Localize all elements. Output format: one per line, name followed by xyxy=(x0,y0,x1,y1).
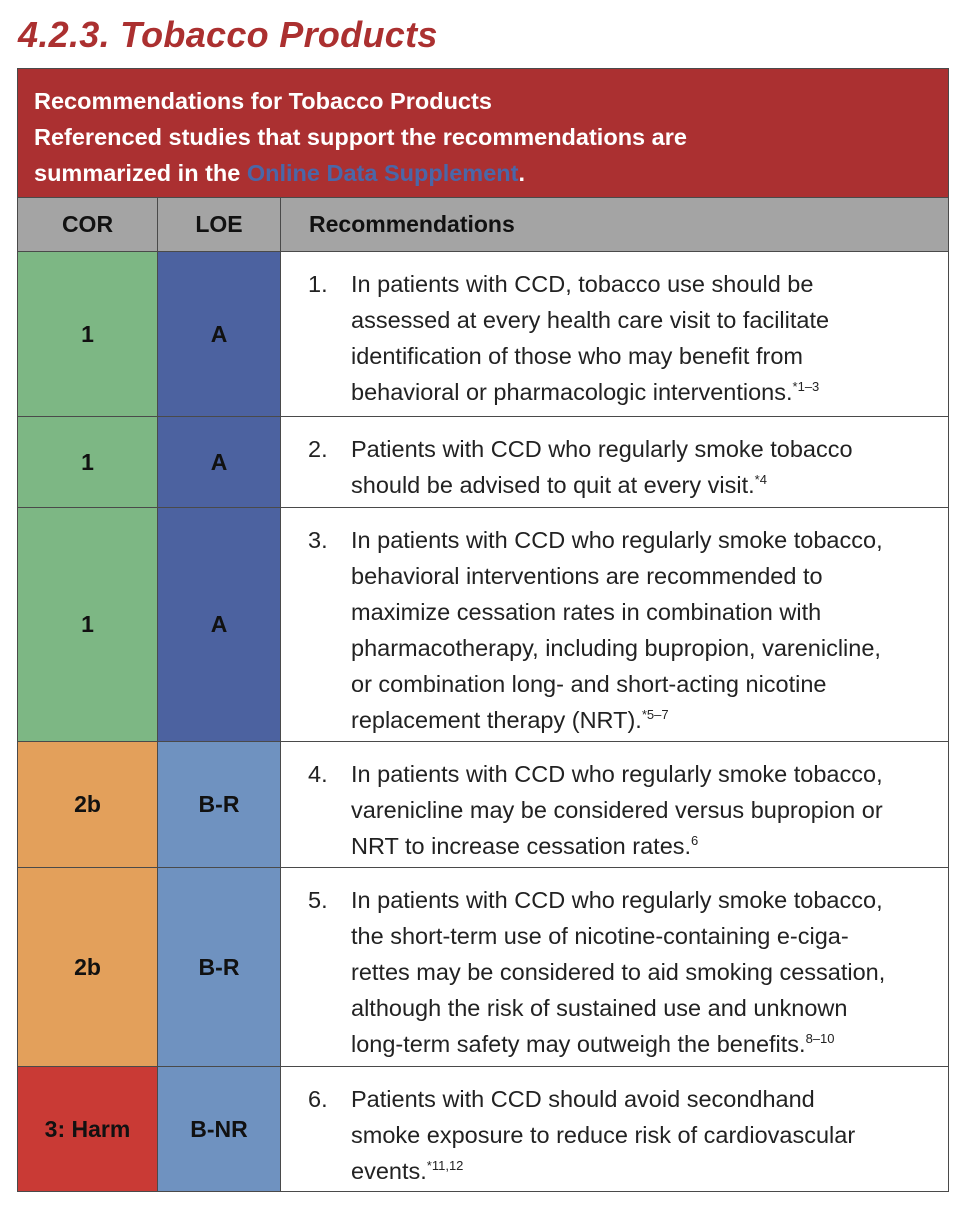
cor-cell: 1 xyxy=(18,252,158,416)
reference-superscript: *1–3 xyxy=(792,379,820,394)
loe-cell: A xyxy=(158,417,281,507)
loe-cell: A xyxy=(158,508,281,741)
recommendation-number: 5. xyxy=(308,887,328,913)
loe-cell: B-NR xyxy=(158,1067,281,1191)
column-header-cor: COR xyxy=(18,198,158,251)
recommendations-table xyxy=(17,68,949,1192)
reference-superscript: *11,12 xyxy=(426,1158,464,1173)
table-header xyxy=(18,197,948,252)
recommendation-text: In patients with CCD who regularly smoke tobacco, varenicline may be considered versus bupropion or NRT to increase cessation rates.$^6$ xyxy=(351,761,883,859)
table-row xyxy=(18,868,948,1067)
cor-cell: 3: Harm xyxy=(18,1067,158,1191)
section-title: 4.2.3. Tobacco Products xyxy=(18,14,438,55)
recommendation-number: 1. xyxy=(308,271,328,297)
recommendation-cell xyxy=(281,1067,948,1191)
reference-superscript: 8–10 xyxy=(805,1031,835,1046)
recommendation-text: Patients with CCD who regularly smoke tobacco should be advised to quit at every visit.$^{*4}$ xyxy=(351,436,853,498)
table-row xyxy=(18,417,948,508)
table-row xyxy=(18,742,948,868)
banner-subtitle-cont: summarized in the Online Data Supplement. xyxy=(34,160,525,186)
loe-cell: B-R xyxy=(158,868,281,1066)
recommendation-number: 4. xyxy=(308,761,328,787)
reference-superscript: 6 xyxy=(691,833,699,848)
cor-cell: 2b xyxy=(18,868,158,1066)
loe-cell: A xyxy=(158,252,281,416)
loe-cell: B-R xyxy=(158,742,281,867)
online-data-supplement-link[interactable]: Online Data Supplement xyxy=(246,160,519,186)
recommendation-cell xyxy=(281,508,948,741)
recommendation-cell xyxy=(281,252,948,416)
cor-cell: 2b xyxy=(18,742,158,867)
column-header-recommendations: Recommendations xyxy=(309,211,515,237)
recommendation-cell xyxy=(281,742,948,867)
table-row xyxy=(18,252,948,417)
recommendation-number: 2. xyxy=(308,436,328,462)
banner-subtitle: Referenced studies that support the recommendations are xyxy=(34,124,687,150)
recommendation-text: Patients with CCD should avoid secondhand smoke exposure to reduce risk of cardiovascular events.$^{*11,12}$ xyxy=(351,1086,856,1184)
reference-superscript: *5–7 xyxy=(641,707,669,722)
recommendation-cell xyxy=(281,868,948,1066)
cor-cell: 1 xyxy=(18,417,158,507)
banner-title: Recommendations for Tobacco Products xyxy=(34,88,492,114)
recommendation-text: In patients with CCD, tobacco use should be assessed at every health care visit to facilitate identification of those who may benefit from behavioral or pharmacologic interventions.$^{*1-3}$ xyxy=(351,271,830,405)
table-row xyxy=(18,508,948,742)
reference-superscript: *4 xyxy=(754,472,767,487)
column-header-loe: LOE xyxy=(158,198,281,251)
recommendation-number: 3. xyxy=(308,527,328,553)
recommendation-text: In patients with CCD who regularly smoke tobacco, the short-term use of nicotine-containing e-ciga- rettes may be considered to aid smoking cessation, although the risk of sustained use and unknown long-term safety may outweigh the benefits.$^{8-10}$ xyxy=(351,887,886,1057)
recommendation-text: In patients with CCD who regularly smoke tobacco, behavioral interventions are recommended to maximize cessation rates in combination with pharmacotherapy, including bupropion, varenicline, or combination long- and short-acting nicotine replacement therapy (NRT).$^{*5-7}$ xyxy=(351,527,883,733)
recommendation-cell xyxy=(281,417,948,507)
table-banner xyxy=(18,69,948,197)
cor-cell: 1 xyxy=(18,508,158,741)
table-row xyxy=(18,1067,948,1191)
recommendation-number: 6. xyxy=(308,1086,328,1112)
